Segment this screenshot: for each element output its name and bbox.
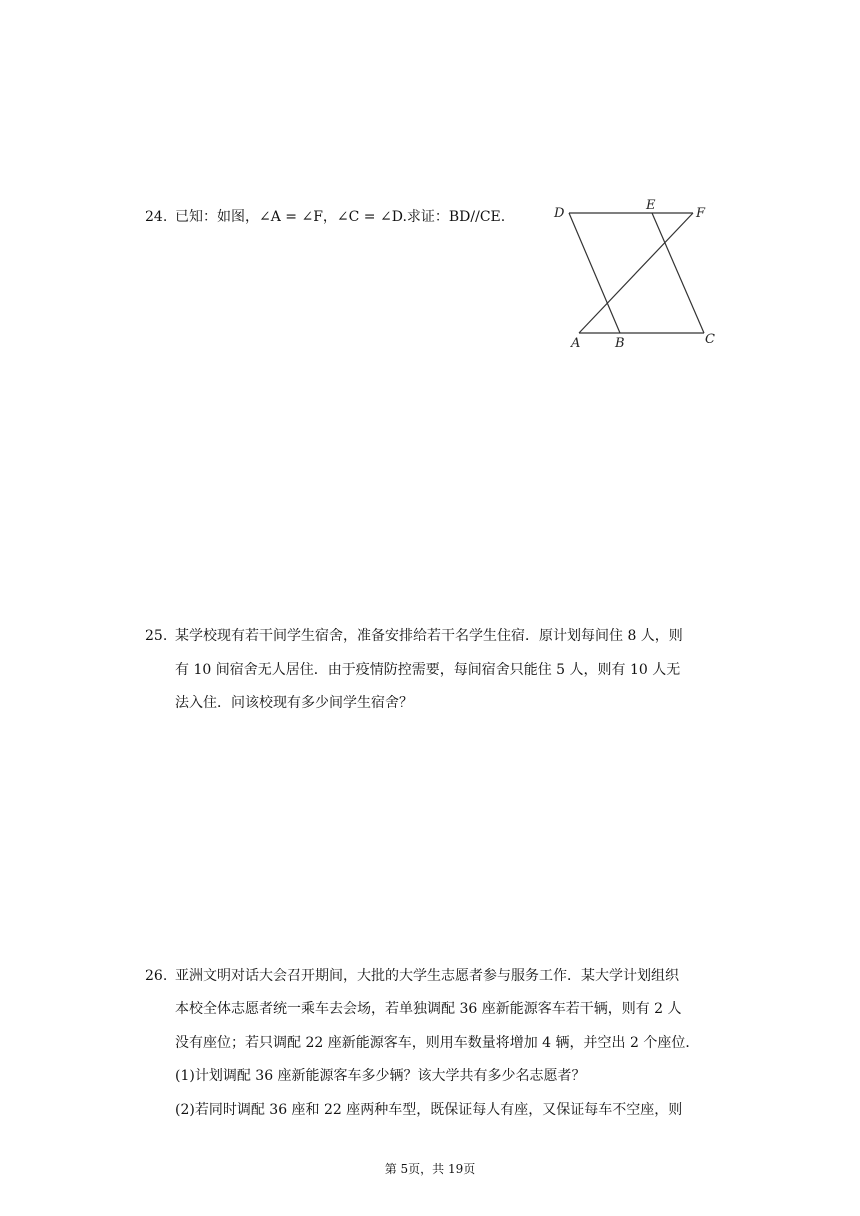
question-25-number: 25. (145, 628, 168, 644)
question-25-line-1: 某学校现有若干间学生宿舍，准备安排给若干名学生住宿．原计划每间住 8 人，则 (175, 628, 683, 644)
question-26-line-3: 没有座位；若只调配 22 座新能源客车，则用车数量将增加 4 辆，并空出 2 个座位． (175, 1035, 700, 1051)
question-25-line-3: 法入住．问该校现有多少间学生宿舍？ (175, 695, 413, 711)
question-26-subq-1: (1)计划调配 36 座新能源客车多少辆？该大学共有多少名志愿者？ (175, 1068, 586, 1084)
page-footer: 第 5页，共 19页 (384, 1162, 476, 1176)
segment-af (579, 213, 693, 333)
label-f: F (696, 206, 706, 221)
segment-ec (652, 213, 704, 333)
segment-db (569, 213, 620, 333)
label-a: A (571, 336, 581, 351)
question-26-subq-2: (2)若同时调配 36 座和 22 座两种车型，既保证每人有座，又保证每车不空座，则 (175, 1102, 683, 1118)
question-24-text: 已知：如图，∠A = ∠F，∠C = ∠D.求证：BD//CE. (175, 209, 506, 225)
label-b: B (615, 336, 625, 351)
label-e: E (646, 198, 656, 213)
question-26-number: 26. (145, 968, 168, 984)
label-d: D (554, 206, 565, 221)
question-24-number: 24. (145, 209, 168, 225)
question-26-line-1: 亚洲文明对话大会召开期间，大批的大学生志愿者参与服务工作．某大学计划组织 (175, 968, 679, 984)
question-26-line-2: 本校全体志愿者统一乘车去会场，若单独调配 36 座新能源客车若干辆，则有 2 人 (175, 1001, 682, 1017)
geometry-figure (540, 195, 730, 355)
geometry-figure-svg (540, 195, 730, 355)
label-c: C (705, 332, 715, 347)
question-25-line-2: 有 10 间宿舍无人居住．由于疫情防控需要，每间宿舍只能住 5 人，则有 10 人无 (175, 662, 681, 678)
